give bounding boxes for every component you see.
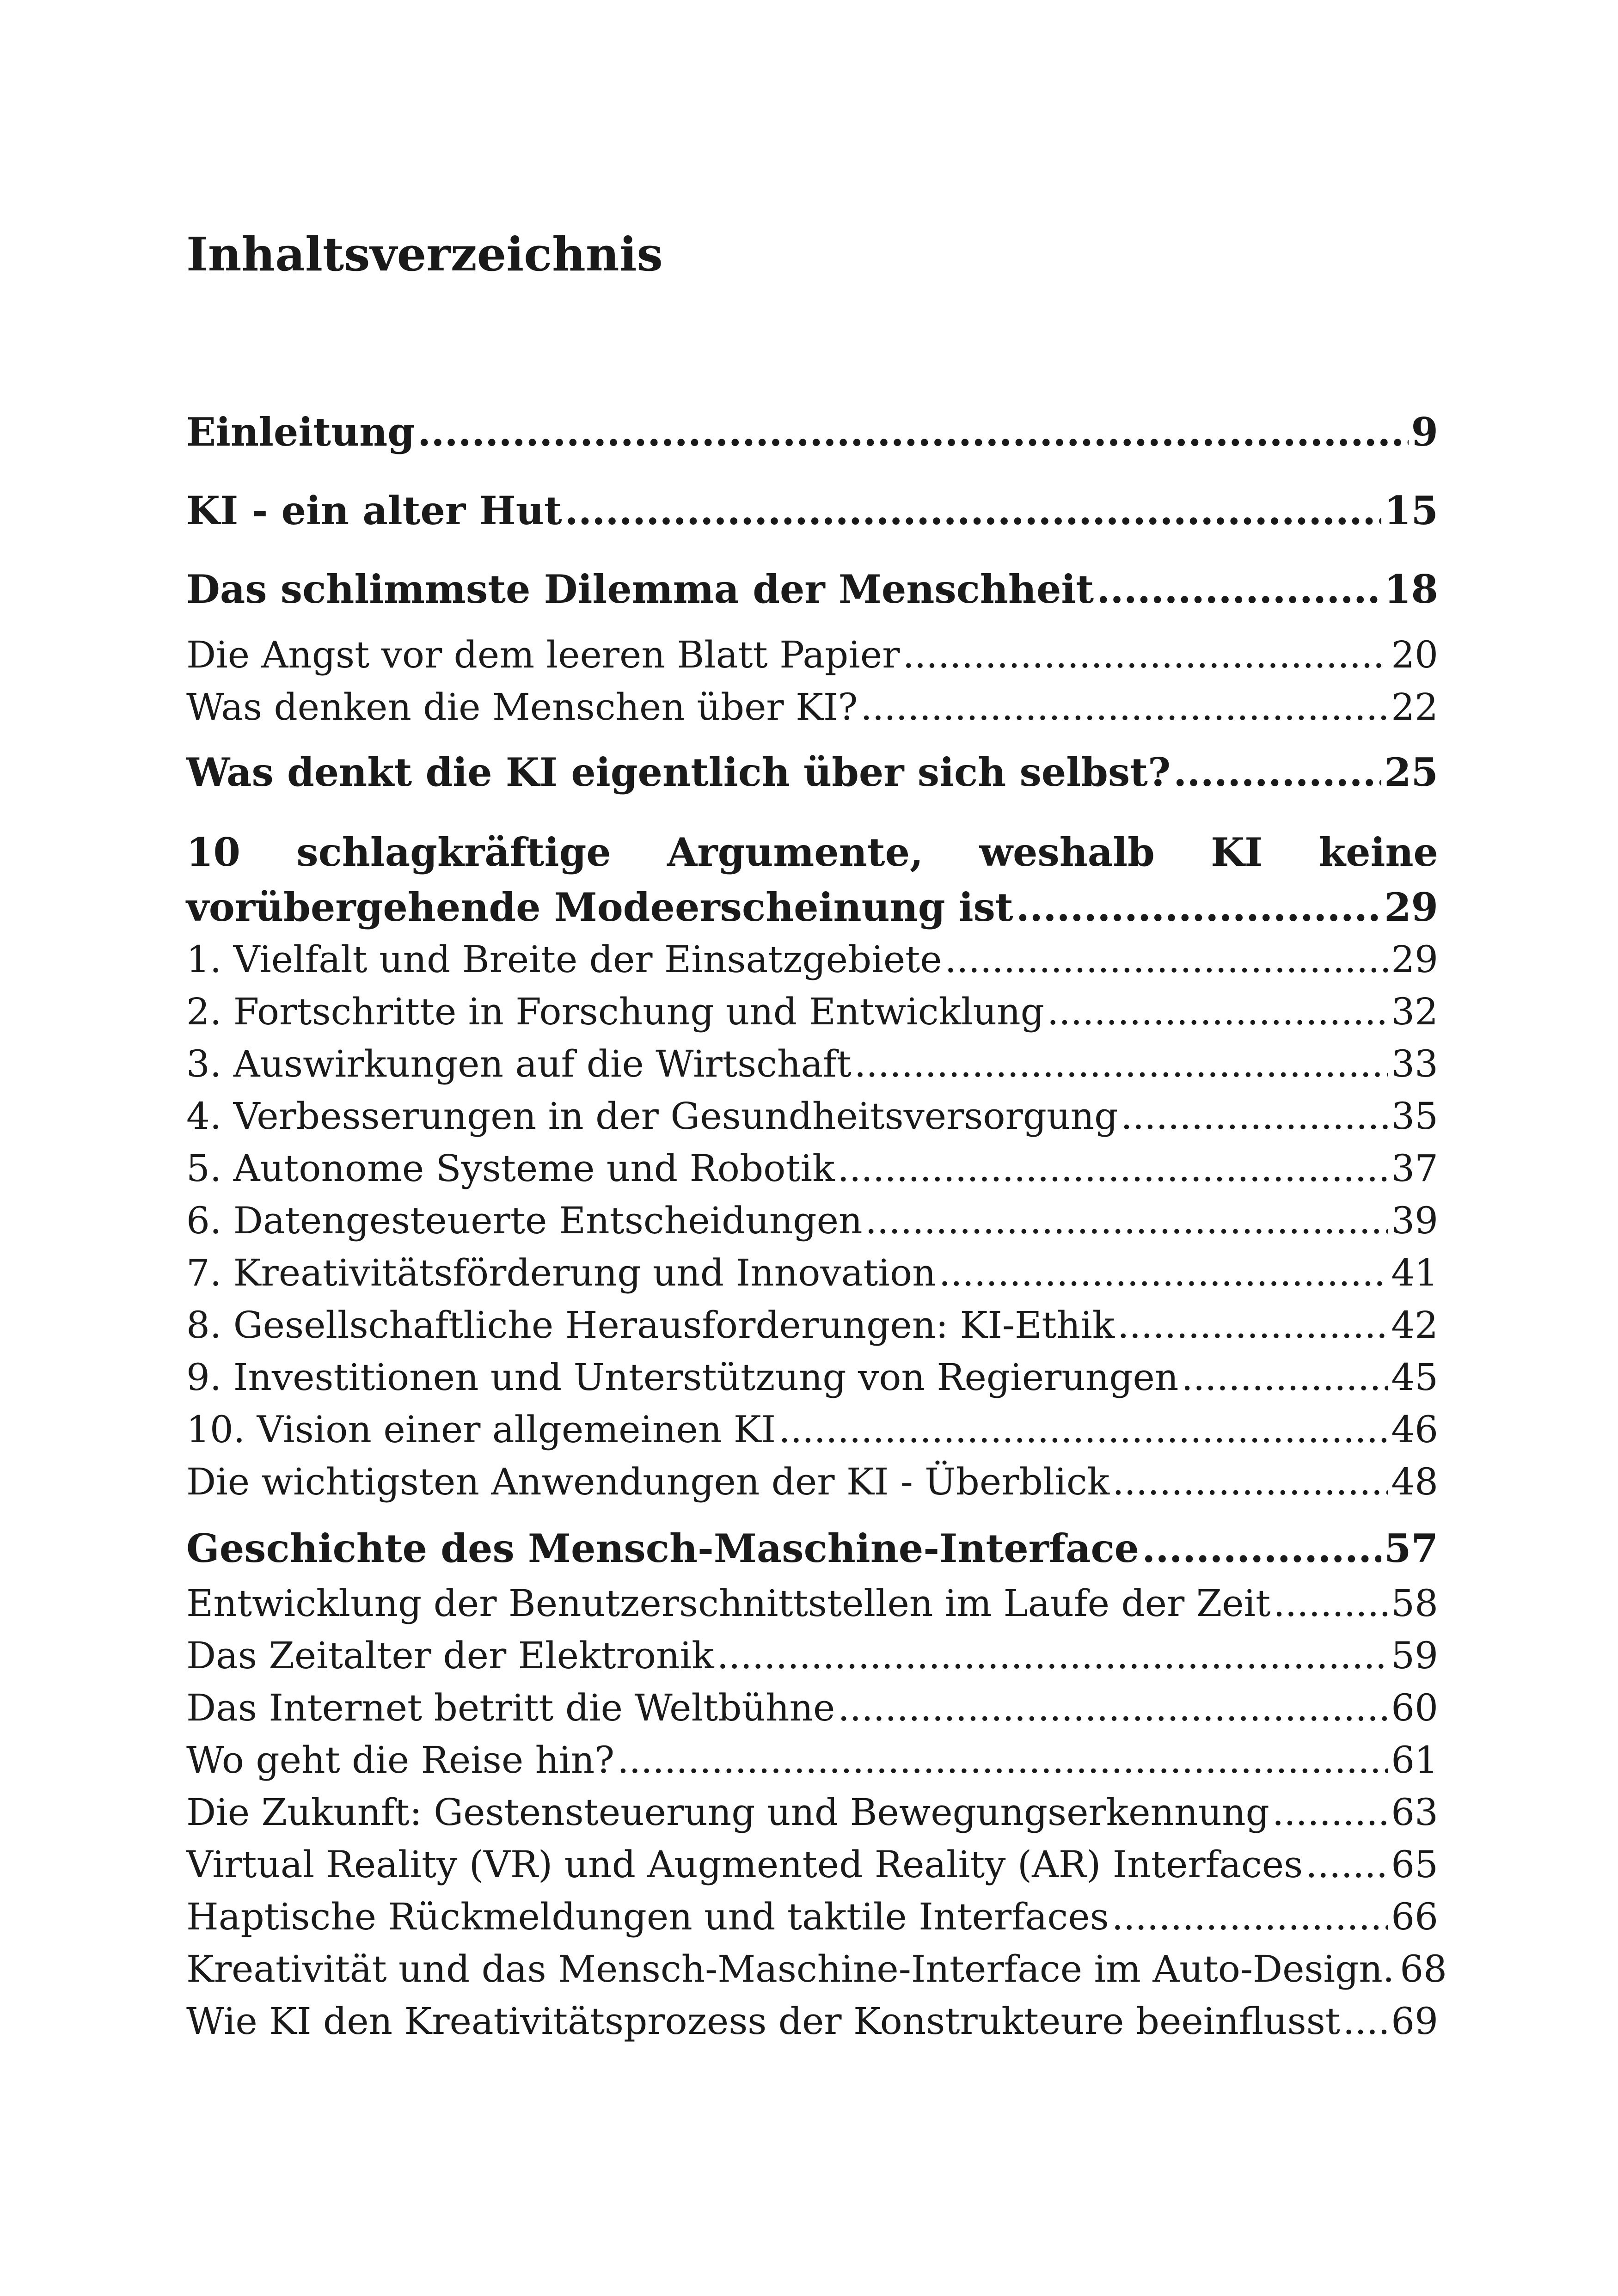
toc-entry-title: Geschichte des Mensch-Maschine-Interface [186,1525,1140,1571]
toc-entry-title: Das Zeitalter der Elektronik [186,1634,714,1677]
toc-subentry[interactable] [186,1351,1438,1403]
toc-entry-title: 4. Verbesserungen in der Gesundheitsversorgung [186,1095,1118,1138]
toc-subentry[interactable] [186,681,1438,733]
toc-subentry[interactable] [186,933,1438,986]
toc-subentry[interactable] [186,1577,1438,1629]
toc-entry-page: 15 [1384,488,1438,533]
toc-entry-page: 58 [1391,1582,1438,1625]
toc-entry-page: 25 [1384,749,1438,795]
toc-leader-dots [1047,986,1388,1038]
toc-entry-title: 5. Autonome Systeme und Robotik [186,1147,835,1190]
toc-leader-dots [778,1403,1388,1456]
toc-entry-einleitung[interactable] [186,393,1438,471]
toc-leader-dots [1343,1995,1388,2047]
toc-entry-title: vorübergehende Modeerscheinung ist [186,884,1013,930]
toc-entry-page: 18 [1384,566,1438,612]
toc-subentry[interactable] [186,1247,1438,1299]
toc-entry-page: 35 [1391,1095,1438,1138]
toc-leader-dots [1112,1891,1389,1943]
toc-entry-title: Das Internet betritt die Weltbühne [186,1686,835,1729]
toc-entry-title: Die Zukunft: Gestensteuerung und Bewegungserkennung [186,1791,1269,1834]
toc-leader-dots [860,681,1388,733]
toc-entry-page: 9 [1411,409,1438,455]
toc-entry-page: 66 [1391,1895,1438,1938]
toc-entry-title: KI - ein alter Hut [186,488,562,533]
toc-leader-dots [854,1038,1388,1090]
toc-leader-dots [902,629,1388,681]
toc-entry-page: 65 [1391,1843,1438,1886]
toc-subentry[interactable] [186,629,1438,681]
toc-subentry[interactable] [186,986,1438,1038]
toc-leader-dots [617,1734,1388,1786]
toc-subentry[interactable] [186,1090,1438,1142]
toc-leader-dots [417,393,1409,471]
toc-entry-title: 7. Kreativitätsförderung und Innovation [186,1251,936,1294]
toc-leader-dots [838,1142,1389,1194]
toc-entry-title: Einleitung [186,409,415,455]
table-of-contents [186,393,1447,2047]
toc-entry-title: Die Angst vor dem leeren Blatt Papier [186,633,900,676]
toc-entry-page: 48 [1391,1460,1438,1503]
toc-subentry[interactable] [186,1682,1438,1734]
toc-leader-dots [565,471,1381,550]
toc-entry-page: 42 [1391,1304,1438,1347]
toc-entry-title: 8. Gesellschaftliche Herausforderungen: KI-Ethik [186,1304,1115,1347]
toc-entry-page: 63 [1391,1791,1438,1834]
toc-entry-geschichte[interactable] [186,1519,1438,1577]
toc-subentry[interactable] [186,1786,1438,1838]
toc-entry-page: 22 [1391,686,1438,729]
toc-subentry[interactable] [186,1629,1438,1682]
toc-subentry[interactable] [186,1403,1438,1456]
page-title: Inhaltsverzeichnis [186,227,663,282]
toc-leader-dots [865,1194,1388,1247]
toc-entry-title: Wo geht die Reise hin? [186,1739,615,1782]
toc-leader-dots [1112,1456,1388,1508]
toc-leader-dots [1273,1577,1388,1629]
toc-entry-title-line1: 10 schlagkräftige Argumente, weshalb KI keine [186,829,1438,875]
toc-entry-title: 1. Vielfalt und Breite der Einsatzgebiete [186,938,942,981]
toc-entry-title: Entwicklung der Benutzerschnittstellen im Laufe der Zeit [186,1582,1271,1625]
toc-subentry[interactable] [186,1995,1438,2047]
toc-entry-page: 45 [1391,1356,1438,1399]
toc-leader-dots [939,1247,1389,1299]
toc-entry-title: Kreativität und das Mensch-Maschine-Interface im Auto-Design. [186,1947,1395,1990]
toc-entry-page: 41 [1391,1251,1438,1294]
toc-subentry[interactable] [186,1142,1438,1194]
toc-subentry[interactable] [186,1299,1438,1351]
toc-leader-dots [1016,881,1381,933]
toc-entry-title: 9. Investitionen und Unterstützung von Regierungen [186,1356,1179,1399]
toc-entry-title: Das schlimmste Dilemma der Menschheit [186,566,1094,612]
toc-entry-page: 33 [1391,1042,1438,1085]
toc-leader-dots [1097,550,1381,629]
toc-entry-page: 29 [1384,884,1438,930]
toc-entry-dilemma[interactable] [186,550,1438,629]
toc-subentry[interactable] [186,1734,1438,1786]
toc-leader-dots [1142,1519,1381,1577]
toc-leader-dots [1121,1090,1388,1142]
toc-subentry[interactable] [186,1943,1447,1995]
toc-entry-title: 2. Fortschritte in Forschung und Entwicklung [186,990,1044,1033]
toc-entry-argumente[interactable] [186,881,1438,933]
toc-entry-title: Was denkt die KI eigentlich über sich selbst? [186,749,1171,795]
toc-entry-page: 69 [1391,2000,1438,2043]
toc-entry-page: 59 [1391,1634,1438,1677]
toc-entry-page: 68 [1400,1947,1447,1990]
toc-subentry[interactable] [186,1891,1438,1943]
toc-leader-dots [1272,1786,1388,1838]
toc-entry-page: 20 [1391,633,1438,676]
toc-subentry[interactable] [186,1456,1438,1508]
toc-entry-page: 29 [1391,938,1438,981]
toc-leader-dots [1305,1838,1388,1891]
toc-leader-dots [838,1682,1388,1734]
toc-entry-alter-hut[interactable] [186,471,1438,550]
toc-entry-page: 37 [1391,1147,1438,1190]
toc-entry-title: Die wichtigsten Anwendungen der KI - Überblick [186,1460,1110,1503]
toc-subentry[interactable] [186,1038,1438,1090]
toc-leader-dots [717,1629,1389,1682]
toc-entry-title: Was denken die Menschen über KI? [186,686,858,729]
toc-entry-title: 6. Datengesteuerte Entscheidungen [186,1199,863,1242]
toc-leader-dots [1117,1299,1388,1351]
toc-leader-dots [1181,1351,1388,1403]
toc-entry-page: 61 [1391,1739,1438,1782]
toc-subentry[interactable] [186,1838,1438,1891]
toc-entry-title: 10. Vision einer allgemeinen KI [186,1408,776,1451]
toc-entry-page: 46 [1391,1408,1438,1451]
toc-entry-title: Wie KI den Kreativitätsprozess der Konstrukteure beeinflusst [186,2000,1340,2043]
toc-leader-dots [945,933,1389,986]
toc-entry-argumente-line1[interactable] [186,823,1438,881]
toc-entry-page: 60 [1391,1686,1438,1729]
toc-entry-title: Haptische Rückmeldungen und taktile Interfaces [186,1895,1109,1938]
toc-leader-dots [1173,733,1381,812]
toc-entry-page: 39 [1391,1199,1438,1242]
toc-entry-ki-selbst[interactable] [186,733,1438,812]
toc-entry-title: Virtual Reality (VR) und Augmented Reality (AR) Interfaces [186,1843,1303,1886]
toc-entry-page: 32 [1391,990,1438,1033]
toc-subentry[interactable] [186,1194,1438,1247]
toc-entry-title: 3. Auswirkungen auf die Wirtschaft [186,1042,852,1085]
toc-entry-page: 57 [1384,1525,1438,1571]
